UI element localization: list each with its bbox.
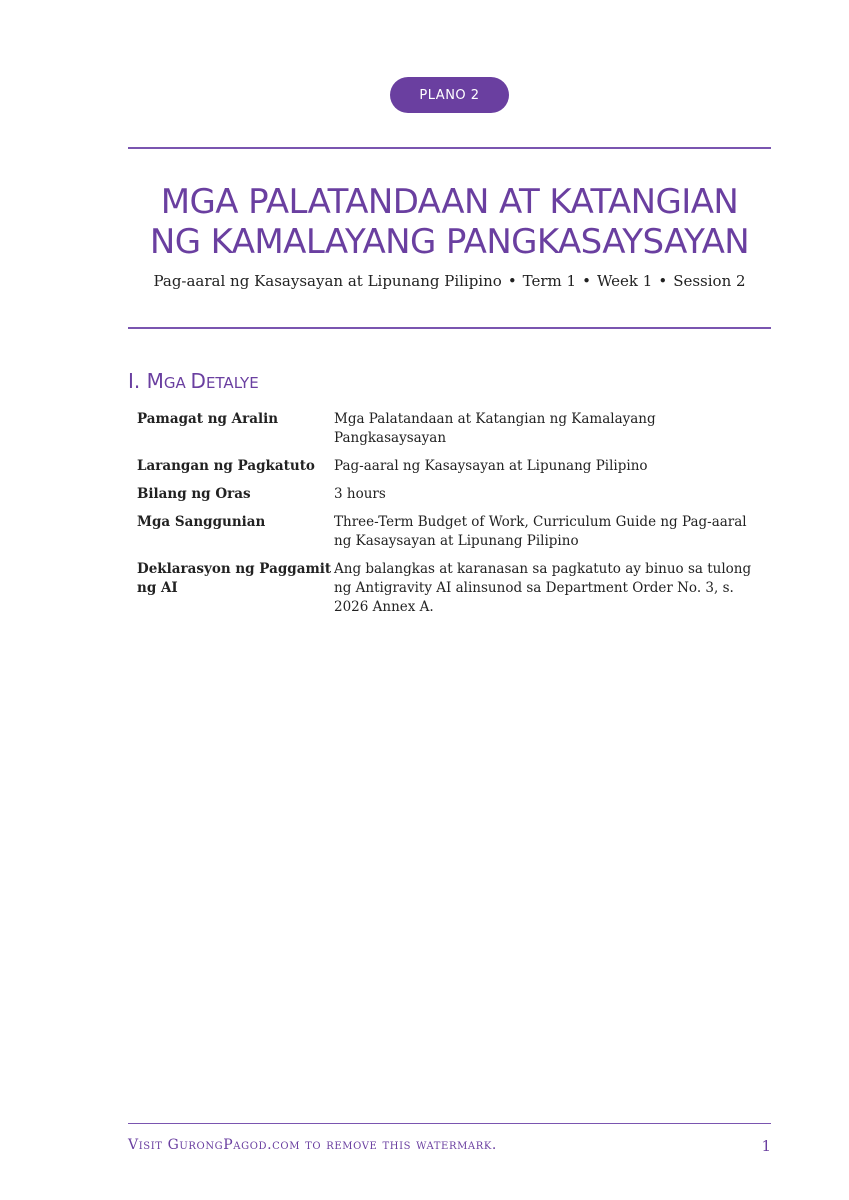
- subtitle-session: Session 2: [673, 272, 746, 290]
- details-label: Bilang ng Oras: [137, 486, 251, 502]
- details-row: [137, 410, 767, 448]
- details-label: Larangan ng Pagkatuto: [137, 458, 315, 474]
- details-value: Pag-aaral ng Kasaysayan at Lipunang Pilipino: [334, 458, 648, 474]
- section-heading: [128, 369, 259, 393]
- subtitle-separator: •: [507, 272, 517, 290]
- details-value: Mga Palatandaan at Katangian ng Kamalayang Pangkasaysayan: [334, 411, 656, 446]
- details-row: [137, 457, 767, 476]
- details-value: 3 hours: [334, 486, 386, 502]
- details-label: Pamagat ng Aralin: [137, 411, 279, 427]
- details-row: [137, 513, 767, 551]
- subtitle-separator: •: [658, 272, 668, 290]
- title-line-1: MGA PALATANDAAN AT KATANGIAN: [160, 182, 739, 222]
- details-row: [137, 560, 767, 617]
- section-title-rest-2: ETALYE: [205, 374, 259, 392]
- details-value: Three-Term Budget of Work, Curriculum Guide ng Pag-aaral ng Kasaysayan at Lipunang Pilipino: [334, 514, 747, 549]
- subtitle-term: Term 1: [522, 272, 577, 290]
- subtitle: [128, 272, 771, 290]
- page-number: 1: [761, 1137, 771, 1155]
- subtitle-week: Week 1: [596, 272, 653, 290]
- section-number: I.: [128, 369, 141, 393]
- subtitle-separator: •: [582, 272, 591, 290]
- footer-watermark: Visit GurongPagod.com to remove this watermark.: [128, 1137, 497, 1153]
- details-table: [137, 410, 767, 626]
- details-row: [137, 485, 767, 504]
- details-value: Ang balangkas at karanasan sa pagkatuto ay binuo sa tulong ng Antigravity AI alinsunod sa Department Order No. 3, s. 2026 Annex A.: [334, 561, 752, 615]
- section-title-rest: GA: [163, 374, 191, 392]
- section-title-initial-2: D: [190, 369, 206, 393]
- details-label: Mga Sanggunian: [137, 514, 266, 530]
- top-divider: [128, 147, 771, 149]
- subtitle-subject: Pag-aaral ng Kasaysayan at Lipunang Pilipino: [153, 272, 502, 290]
- details-label: Deklarasyon ng Paggamit ng AI: [137, 561, 332, 596]
- title-line-2: NG KAMALAYANG PANGKASAYSAYAN: [149, 222, 750, 262]
- plan-badge: PLANO 2: [390, 77, 509, 113]
- page-title: [128, 182, 771, 262]
- section-title-initial: M: [146, 369, 164, 393]
- footer-divider: [128, 1123, 771, 1124]
- header-divider: [128, 327, 771, 329]
